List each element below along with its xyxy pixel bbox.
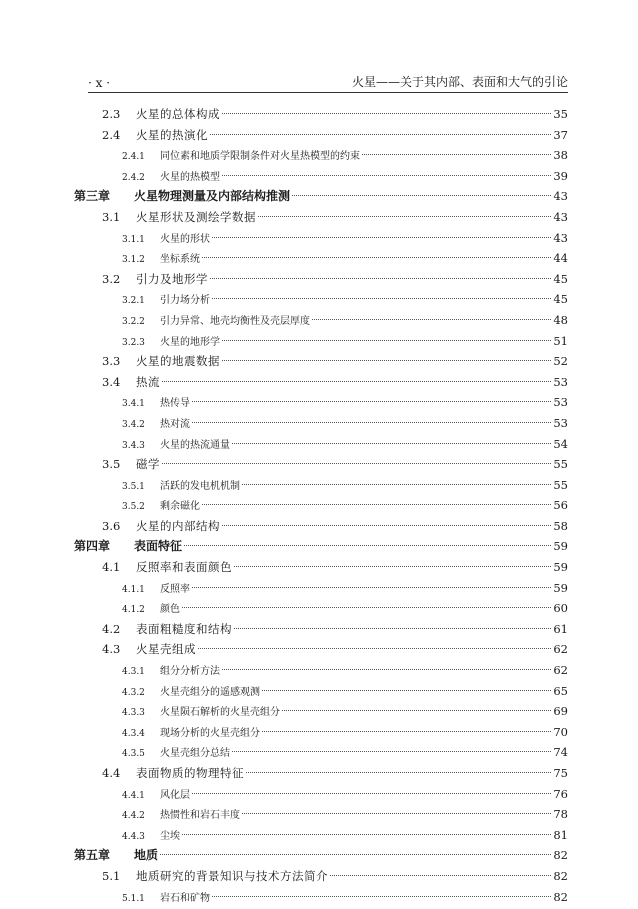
- toc-entry-page: 60: [553, 601, 568, 616]
- toc-entry-number: 3.1: [102, 209, 121, 224]
- toc-entry-page: 58: [553, 518, 568, 533]
- dot-leader: [212, 237, 551, 238]
- toc-entry-title: 反照率和表面颜色: [136, 560, 232, 575]
- toc-entry-title: 剩余磁化: [160, 501, 200, 513]
- toc-entry-title: 颜色: [160, 604, 180, 616]
- toc-entry-page: 75: [553, 766, 568, 780]
- toc-entry-number: 2.4: [102, 127, 121, 142]
- toc-entry-title: 尘埃: [160, 830, 180, 842]
- toc-entry-number: 3.2.3: [122, 337, 145, 348]
- toc-entry-page: 37: [553, 127, 568, 142]
- toc-section-entry: [74, 351, 568, 372]
- toc-entry-title: 火星的地震数据: [136, 354, 220, 369]
- toc-entry-page: 53: [553, 395, 568, 410]
- toc-entry-page: 55: [553, 457, 568, 472]
- toc-entry-title: 火星陨石解析的火星壳组分: [160, 707, 280, 719]
- toc-subsection-entry: [74, 495, 568, 516]
- dot-leader: [232, 443, 551, 444]
- toc-subsection-entry: [74, 413, 568, 434]
- toc-entry-title: 表面物质的物理特征: [136, 766, 244, 780]
- toc-entry-number: 3.5: [102, 457, 121, 472]
- toc-subsection-entry: [74, 825, 568, 846]
- toc-entry-number: 3.4.2: [122, 419, 145, 430]
- toc-section-entry: [74, 516, 568, 537]
- toc-subsection-entry: [74, 331, 568, 352]
- toc-entry-title: 火星的热流通量: [160, 439, 230, 451]
- toc-entry-number: 2.3: [102, 107, 121, 121]
- toc-entry-title: 热对流: [160, 418, 190, 430]
- toc-entry-number: 3.1.1: [122, 234, 145, 245]
- dot-leader: [292, 195, 551, 196]
- toc-section-entry: [74, 372, 568, 393]
- toc-chapter-entry: [74, 536, 568, 557]
- toc-subsection-entry: [74, 434, 568, 455]
- toc-subsection-entry: [74, 475, 568, 496]
- toc-entry-number: 4.3.4: [122, 728, 145, 739]
- dot-leader: [160, 854, 551, 855]
- toc-entry-number: 3.4: [102, 374, 121, 389]
- toc-entry-number: 4.1.2: [122, 605, 145, 616]
- toc-entry-title: 现场分析的火星壳组分: [160, 727, 260, 739]
- header-rule: [88, 92, 568, 93]
- toc-section-entry: [74, 207, 568, 228]
- dot-leader: [222, 360, 551, 361]
- toc-entry-page: 61: [553, 621, 568, 636]
- dot-leader: [198, 648, 551, 649]
- dot-leader: [210, 278, 551, 279]
- toc-entry-number: 3.4.1: [122, 399, 145, 410]
- toc-entry-page: 45: [553, 271, 568, 286]
- toc-entry-number: 4.4: [102, 766, 121, 780]
- toc-entry-number: 4.1.1: [122, 584, 145, 595]
- toc-entry-page: 52: [553, 354, 568, 369]
- toc-chapter-entry: [74, 186, 568, 207]
- book-title: 火星——关于其内部、表面和大气的引论: [351, 75, 568, 89]
- toc-entry-page: 78: [553, 807, 568, 822]
- toc-entry-title: 火星的内部结构: [136, 518, 220, 533]
- toc-entry-title: 火星的热演化: [136, 127, 208, 142]
- toc-entry-page: 70: [553, 724, 568, 739]
- dot-leader: [222, 113, 551, 114]
- dot-leader: [246, 772, 551, 773]
- toc-entry-page: 56: [553, 498, 568, 513]
- toc-entry-number: 第五章: [74, 848, 111, 863]
- toc-entry-page: 62: [553, 642, 568, 657]
- toc-entry-number: 5.1: [102, 868, 121, 883]
- dot-leader: [212, 298, 551, 299]
- toc-entry-title: 活跃的发电机机制: [160, 480, 240, 492]
- toc-entry-title: 火星的形状: [160, 233, 210, 245]
- toc-subsection-entry: [74, 742, 568, 763]
- toc-entry-page: 43: [553, 189, 568, 204]
- dot-leader: [182, 834, 551, 835]
- toc-entry-number: 2.4.2: [122, 172, 145, 183]
- toc-entry-number: 4.1: [102, 560, 121, 575]
- toc-entry-title: 火星壳组分的遥感观测: [160, 686, 260, 698]
- toc-subsection-entry: [74, 392, 568, 413]
- toc-entry-page: 59: [553, 560, 568, 575]
- toc-entry-page: 44: [553, 251, 568, 266]
- toc-entry-title: 火星壳组成: [136, 642, 196, 657]
- toc-entry-title: 火星形状及测绘学数据: [136, 209, 256, 224]
- running-header: [88, 70, 568, 90]
- toc-entry-title: 地质: [134, 848, 159, 863]
- toc-entry-page: 35: [553, 107, 568, 121]
- dot-leader: [184, 545, 551, 546]
- dot-leader: [182, 607, 551, 608]
- toc-subsection-entry: [74, 166, 568, 187]
- toc-entry-number: 4.4.2: [122, 811, 145, 822]
- toc-entry-title: 引力异常、地壳均衡性及壳层厚度: [160, 315, 310, 327]
- toc-entry-number: 3.2: [102, 271, 121, 286]
- toc-entry-number: 3.3: [102, 354, 121, 369]
- toc-entry-page: 65: [553, 683, 568, 698]
- dot-leader: [262, 690, 551, 691]
- toc-section-entry: [74, 104, 568, 125]
- dot-leader: [192, 422, 551, 423]
- toc-entry-number: 4.4.3: [122, 831, 145, 842]
- toc-entry-number: 3.5.2: [122, 502, 145, 513]
- toc-entry-title: 热传导: [160, 398, 190, 410]
- toc-section-entry: [74, 763, 568, 784]
- toc-entry-page: 69: [553, 704, 568, 719]
- toc-entry-page: 74: [553, 745, 568, 760]
- toc-entry-page: 62: [553, 663, 568, 678]
- toc-entry-title: 表面特征: [134, 539, 183, 554]
- toc-section-entry: [74, 269, 568, 290]
- dot-leader: [192, 587, 551, 588]
- toc-entry-number: 4.3.5: [122, 749, 145, 760]
- toc-section-entry: [74, 454, 568, 475]
- dot-leader: [202, 504, 551, 505]
- dot-leader: [258, 216, 551, 217]
- toc-subsection-entry: [74, 578, 568, 599]
- toc-entry-title: 火星壳组分总结: [160, 748, 230, 760]
- toc-section-entry: [74, 866, 568, 887]
- toc-subsection-entry: [74, 804, 568, 825]
- toc-section-entry: [74, 639, 568, 660]
- toc-subsection-entry: [74, 228, 568, 249]
- toc-entry-page: 48: [553, 312, 568, 327]
- toc-entry-page: 82: [553, 868, 568, 883]
- toc-subsection-entry: [74, 660, 568, 681]
- toc-entry-page: 76: [553, 786, 568, 801]
- dot-leader: [282, 710, 551, 711]
- toc-entry-number: 3.1.2: [122, 255, 145, 266]
- toc-entry-page: 59: [553, 539, 568, 554]
- toc-entry-title: 表面粗糙度和结构: [136, 621, 232, 636]
- toc-subsection-entry: [74, 248, 568, 269]
- dot-leader: [362, 154, 551, 155]
- toc-entry-title: 地质研究的背景知识与技术方法简介: [136, 868, 328, 883]
- toc-entry-number: 第三章: [74, 189, 111, 204]
- dot-leader: [192, 401, 551, 402]
- toc-entry-title: 岩石和矿物: [160, 892, 210, 904]
- toc-entry-title: 火星物理测量及内部结构推测: [134, 189, 291, 204]
- dot-leader: [234, 566, 551, 567]
- toc-entry-page: 82: [553, 889, 568, 904]
- toc-entry-page: 81: [553, 827, 568, 842]
- dot-leader: [192, 793, 551, 794]
- toc-entry-number: 5.1.1: [122, 893, 145, 904]
- toc-subsection-entry: [74, 598, 568, 619]
- toc-entry-page: 38: [553, 148, 568, 163]
- toc-entry-number: 3.2.2: [122, 316, 145, 327]
- dot-leader: [222, 525, 551, 526]
- toc-subsection-entry: [74, 887, 568, 908]
- toc-entry-title: 坐标系统: [160, 254, 200, 266]
- toc-entry-page: 43: [553, 209, 568, 224]
- toc-entry-title: 火星的热模型: [160, 171, 220, 183]
- toc-subsection-entry: [74, 289, 568, 310]
- dot-leader: [312, 319, 551, 320]
- toc-entry-page: 39: [553, 168, 568, 183]
- toc-entry-page: 51: [553, 333, 568, 348]
- toc-section-entry: [74, 557, 568, 578]
- dot-leader: [234, 628, 551, 629]
- toc-entry-number: 3.4.3: [122, 440, 145, 451]
- toc-entry-title: 火星的地形学: [160, 336, 220, 348]
- table-of-contents: [74, 104, 568, 907]
- toc-subsection-entry: [74, 310, 568, 331]
- toc-entry-number: 3.2.1: [122, 296, 145, 307]
- toc-entry-page: 43: [553, 230, 568, 245]
- toc-entry-number: 3.6: [102, 518, 121, 533]
- toc-entry-number: 4.4.1: [122, 790, 145, 801]
- toc-subsection-entry: [74, 145, 568, 166]
- toc-entry-number: 4.3.1: [122, 667, 145, 678]
- toc-entry-page: 82: [553, 848, 568, 863]
- dot-leader: [202, 257, 551, 258]
- toc-entry-page: 53: [553, 374, 568, 389]
- toc-section-entry: [74, 125, 568, 146]
- toc-entry-title: 引力场分析: [160, 295, 210, 307]
- toc-entry-title: 火星的总体构成: [136, 107, 220, 121]
- dot-leader: [242, 484, 551, 485]
- dot-leader: [262, 731, 551, 732]
- toc-subsection-entry: [74, 701, 568, 722]
- toc-entry-page: 55: [553, 477, 568, 492]
- dot-leader: [162, 463, 551, 464]
- toc-entry-title: 反照率: [160, 583, 190, 595]
- toc-entry-page: 54: [553, 436, 568, 451]
- toc-entry-title: 磁学: [136, 457, 160, 472]
- toc-entry-number: 4.3.2: [122, 687, 145, 698]
- toc-entry-page: 45: [553, 292, 568, 307]
- dot-leader: [212, 896, 551, 897]
- toc-entry-title: 风化层: [160, 789, 190, 801]
- toc-chapter-entry: [74, 845, 568, 866]
- toc-entry-page: 59: [553, 580, 568, 595]
- dot-leader: [242, 813, 551, 814]
- toc-subsection-entry: [74, 784, 568, 805]
- toc-entry-title: 热惯性和岩石丰度: [160, 810, 240, 822]
- page-number-label: · x ·: [88, 76, 111, 90]
- toc-entry-title: 组分分析方法: [160, 666, 220, 678]
- toc-entry-title: 热流: [136, 374, 160, 389]
- toc-entry-number: 3.5.1: [122, 481, 145, 492]
- toc-subsection-entry: [74, 681, 568, 702]
- dot-leader: [162, 381, 551, 382]
- dot-leader: [210, 134, 551, 135]
- toc-entry-title: 引力及地形学: [136, 271, 208, 286]
- dot-leader: [232, 751, 551, 752]
- toc-entry-number: 2.4.1: [122, 152, 145, 163]
- dot-leader: [222, 669, 551, 670]
- dot-leader: [222, 340, 551, 341]
- toc-subsection-entry: [74, 722, 568, 743]
- toc-entry-page: 53: [553, 415, 568, 430]
- toc-entry-number: 第四章: [74, 539, 111, 554]
- toc-entry-number: 4.2: [102, 621, 121, 636]
- dot-leader: [330, 875, 551, 876]
- toc-entry-number: 4.3: [102, 642, 121, 657]
- toc-entry-title: 同位素和地质学限制条件对火星热模型的约束: [160, 151, 360, 163]
- toc-section-entry: [74, 619, 568, 640]
- toc-entry-number: 4.3.3: [122, 708, 145, 719]
- dot-leader: [222, 175, 551, 176]
